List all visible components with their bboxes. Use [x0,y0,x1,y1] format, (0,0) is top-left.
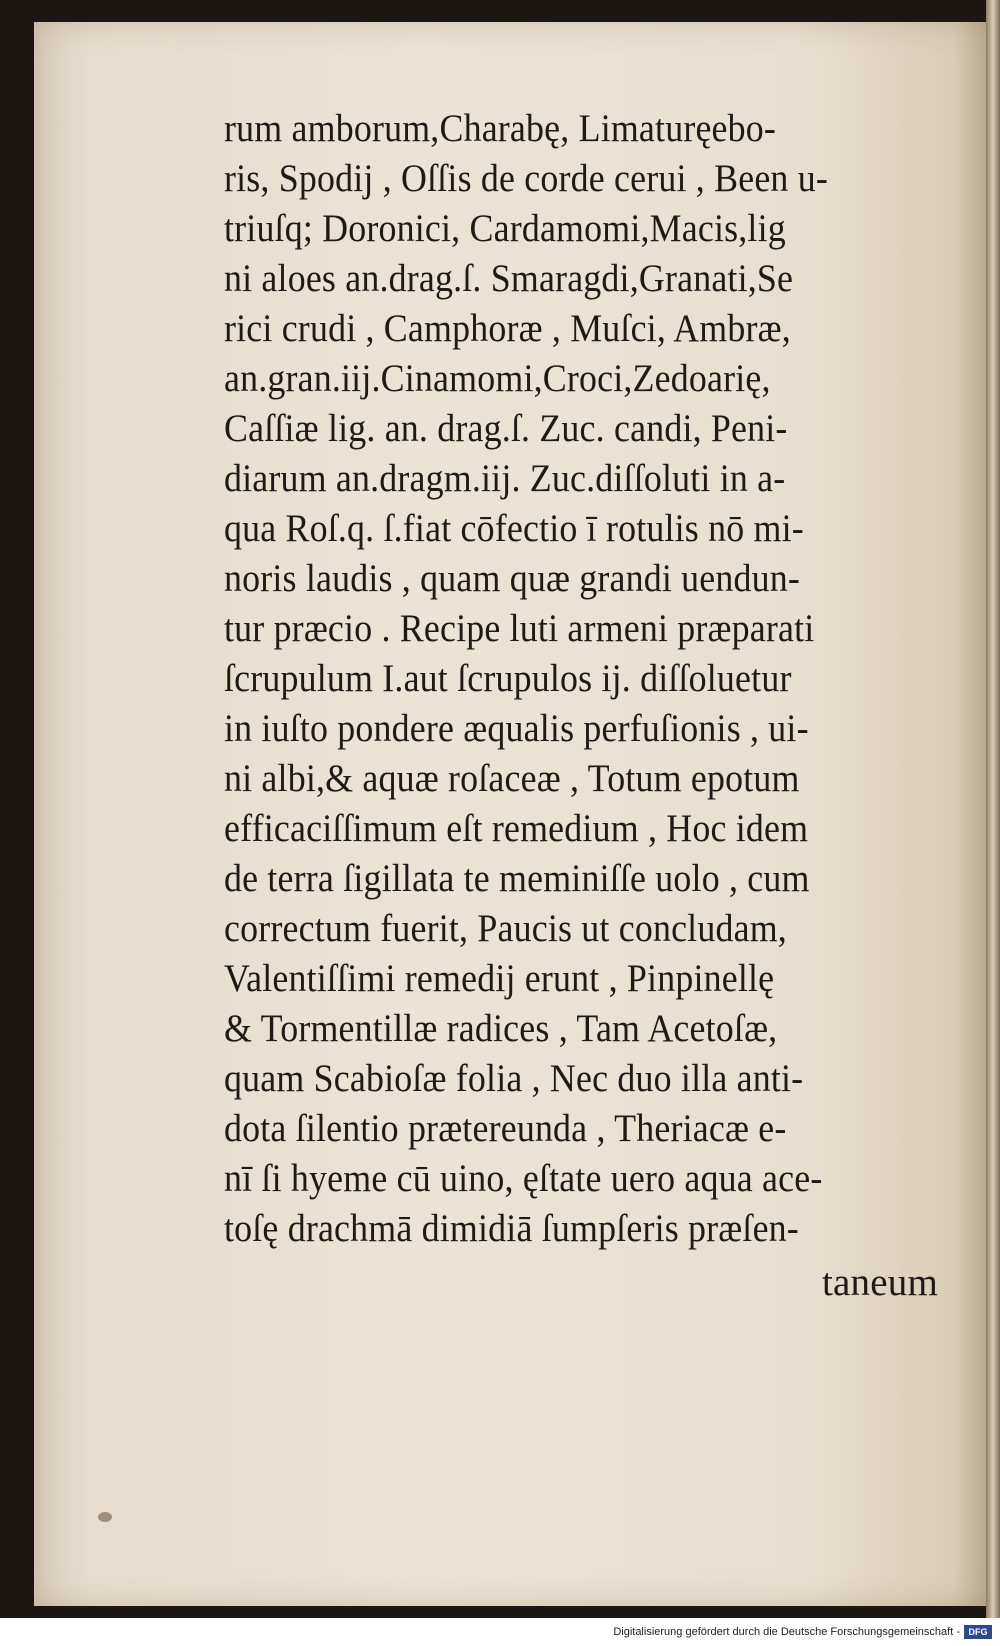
text-line: tur præcio . Recipe luti armeni præparati [224,607,815,650]
text-line: Caſſiæ lig. an. drag.ſ. Zuc. candi, Peni- [224,407,788,450]
text-line: triuſq; Doronici, Cardamomi,Macis,lig [224,207,786,250]
text-line: qua Roſ.q. ſ.fiat cōfectio ī rotulis nō mi- [224,507,804,550]
funding-credit: Digitalisierung gefördert durch die Deutsche Forschungsgemeinschaft - [613,1626,960,1638]
page-edge [986,0,1000,1618]
text-line: efficaciſſimum eſt remedium , Hoc idem [224,807,809,850]
digitization-footer [0,1622,1000,1646]
text-line: ni albi,& aquæ roſaceæ , Totum epotum [224,757,800,800]
text-line: rum amborum,Charabę, Limaturęebo- [224,107,777,150]
text-line: rici crudi , Camphoræ , Muſci, Ambræ, [224,307,791,350]
text-line: ſcrupulum I.aut ſcrupulos ij. diſſoluetur [224,657,792,700]
ink-smudge [98,1512,112,1522]
text-line: & Tormentillæ radices , Tam Acetoſæ, [224,1007,778,1050]
text-line: ni aloes an.drag.ſ. Smaragdi,Granati,Se [224,257,794,300]
text-line: noris laudis , quam quæ grandi uendun- [224,557,801,600]
text-line: Valentiſſimi remedij erunt , Pinpinellę [224,957,775,1000]
text-line: ris, Spodij , Oſſis de corde cerui , Been u- [224,157,828,200]
text-line: diarum an.dragm.iij. Zuc.diſſoluti in a- [224,457,786,500]
catchword: taneum [822,1261,938,1304]
text-line: toſę drachmā dimidiā ſumpſeris præſen- [224,1207,799,1250]
text-line: quam Scabioſæ folia , Nec duo illa anti- [224,1057,804,1100]
text-line: in iuſto pondere æqualis perfuſionis , ui- [224,707,809,750]
text-line: de terra ſigillata te meminiſſe uolo , cum [224,857,810,900]
dfg-logo: DFG [964,1625,992,1639]
text-line: nī ſi hyeme cū uino, ęſtate uero aqua ace- [224,1157,823,1200]
text-line: correctum fuerit, Paucis ut concludam, [224,907,787,950]
page-text [224,104,972,1308]
text-line: an.gran.iij.Cinamomi,Croci,Zedoarię, [224,357,771,400]
text-line: dota ſilentio prætereunda , Theriacæ e- [224,1107,787,1150]
